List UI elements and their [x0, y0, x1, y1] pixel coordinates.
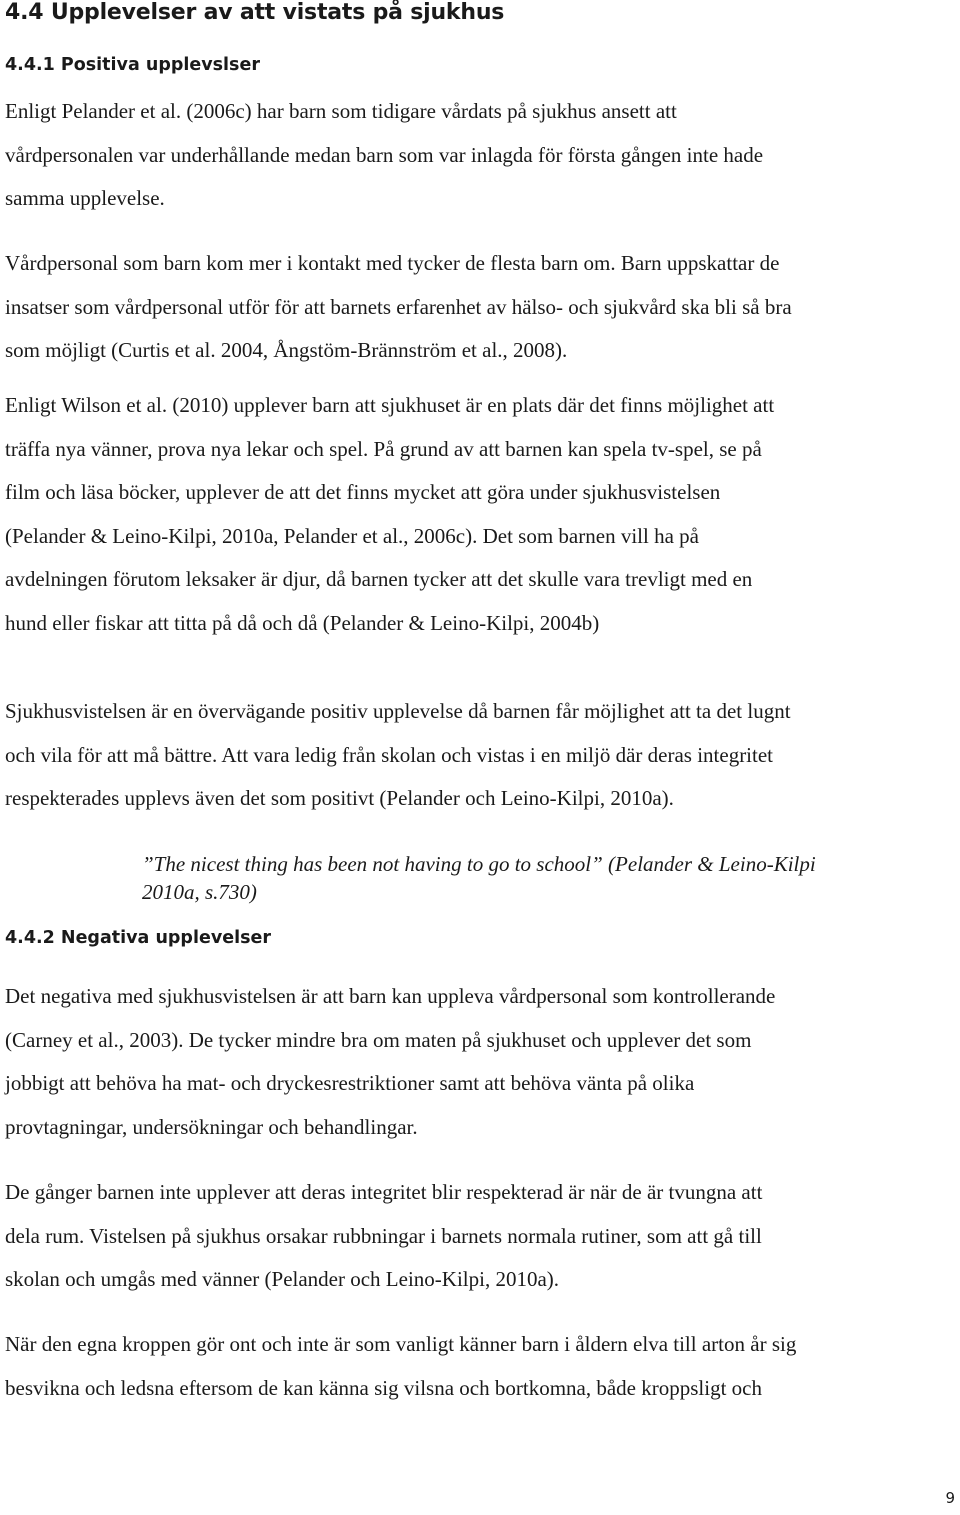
paragraph-line: (Carney et al., 2003). De tycker mindre bra om maten på sjukhuset och upplever det som: [5, 1027, 752, 1052]
paragraph-line: besvikna och ledsna eftersom de kan känna sig vilsna och bortkomna, både kroppsligt och: [5, 1375, 762, 1400]
paragraph-6: [5, 1171, 957, 1302]
paragraph-line: respekterades upplevs även det som positivt (Pelander och Leino-Kilpi, 2010a).: [5, 786, 674, 810]
paragraph-4: [5, 690, 957, 821]
paragraph-line: vårdpersonalen var underhållande medan barn som var inlagda för första gången inte hade: [5, 142, 764, 167]
paragraph-line: och vila för att må bättre. Att vara ledig från skolan och vistas i en miljö där deras integritet: [5, 742, 774, 767]
quote-line: 2010a, s.730): [142, 880, 257, 904]
paragraph-line: samma upplevelse.: [5, 186, 165, 210]
paragraph-line: Det negativa med sjukhusvistelsen är att barn kan uppleva vårdpersonal som kontrollerande: [5, 984, 776, 1008]
section-heading: 4.4 Upplevelser av att vistats på sjukhus: [5, 0, 505, 25]
paragraph-line: dela rum. Vistelsen på sjukhus orsakar rubbningar i barnets normala rutiner, som att gå till: [5, 1223, 762, 1248]
paragraph-line: skolan och umgås med vänner (Pelander och Leino-Kilpi, 2010a).: [5, 1267, 560, 1291]
paragraph-line: De gånger barnen inte upplever att deras integritet blir respekterad är när de är tvungna att: [5, 1180, 763, 1204]
paragraph-line: Sjukhusvistelsen är en övervägande positiv upplevelse då barnen får möjlighet att ta det lugnt: [5, 699, 791, 723]
paragraph-line: Enligt Wilson et al. (2010) upplever barn att sjukhuset är en plats där det finns möjlighet att: [5, 393, 775, 417]
paragraph-line: som möjligt (Curtis et al. 2004, Ångstöm-Brännström et al., 2008).: [5, 338, 568, 362]
block-quote: [142, 850, 957, 906]
paragraph-line: träffa nya vänner, prova nya lekar och spel. På grund av att barnen kan spela tv-spel, se på: [5, 436, 762, 461]
paragraph-1: [5, 90, 957, 221]
quote-line: ”The nicest thing has been not having to go to school” (Pelander & Leino-Kilpi: [142, 852, 816, 876]
subsection-heading-positive: 4.4.1 Positiva upplevslser: [5, 55, 260, 75]
paragraph-line: (Pelander & Leino-Kilpi, 2010a, Pelander et al., 2006c). Det som barnen vill ha på: [5, 523, 699, 548]
paragraph-line: insatser som vårdpersonal utför för att barnets erfarenhet av hälso- och sjukvård ska bli så bra: [5, 294, 792, 319]
paragraph-line: jobbigt att behöva ha mat- och dryckesrestriktioner samt att behöva vänta på olika: [5, 1071, 695, 1095]
paragraph-line: hund eller fiskar att titta på då och då (Pelander & Leino-Kilpi, 2004b): [5, 610, 600, 635]
paragraph-2: [5, 242, 957, 373]
paragraph-line: Enligt Pelander et al. (2006c) har barn som tidigare vårdats på sjukhus ansett att: [5, 99, 677, 123]
paragraph-3: [5, 384, 957, 645]
paragraph-7: [5, 1323, 957, 1410]
paragraph-line: Vårdpersonal som barn kom mer i kontakt med tycker de flesta barn om. Barn uppskattar de: [5, 251, 780, 275]
paragraph-line: När den egna kroppen gör ont och inte är som vanligt känner barn i åldern elva till arton år sig: [5, 1332, 797, 1356]
page-number: 9: [945, 1489, 955, 1507]
paragraph-5: [5, 975, 957, 1149]
subsection-heading-negative: 4.4.2 Negativa upplevelser: [5, 928, 272, 948]
paragraph-line: film och läsa böcker, upplever de att det finns mycket att göra under sjukhusvistelsen: [5, 480, 721, 504]
paragraph-line: avdelningen förutom leksaker är djur, då barnen tycker att det skulle vara trevligt med en: [5, 567, 753, 591]
paragraph-line: provtagningar, undersökningar och behandlingar.: [5, 1114, 418, 1139]
